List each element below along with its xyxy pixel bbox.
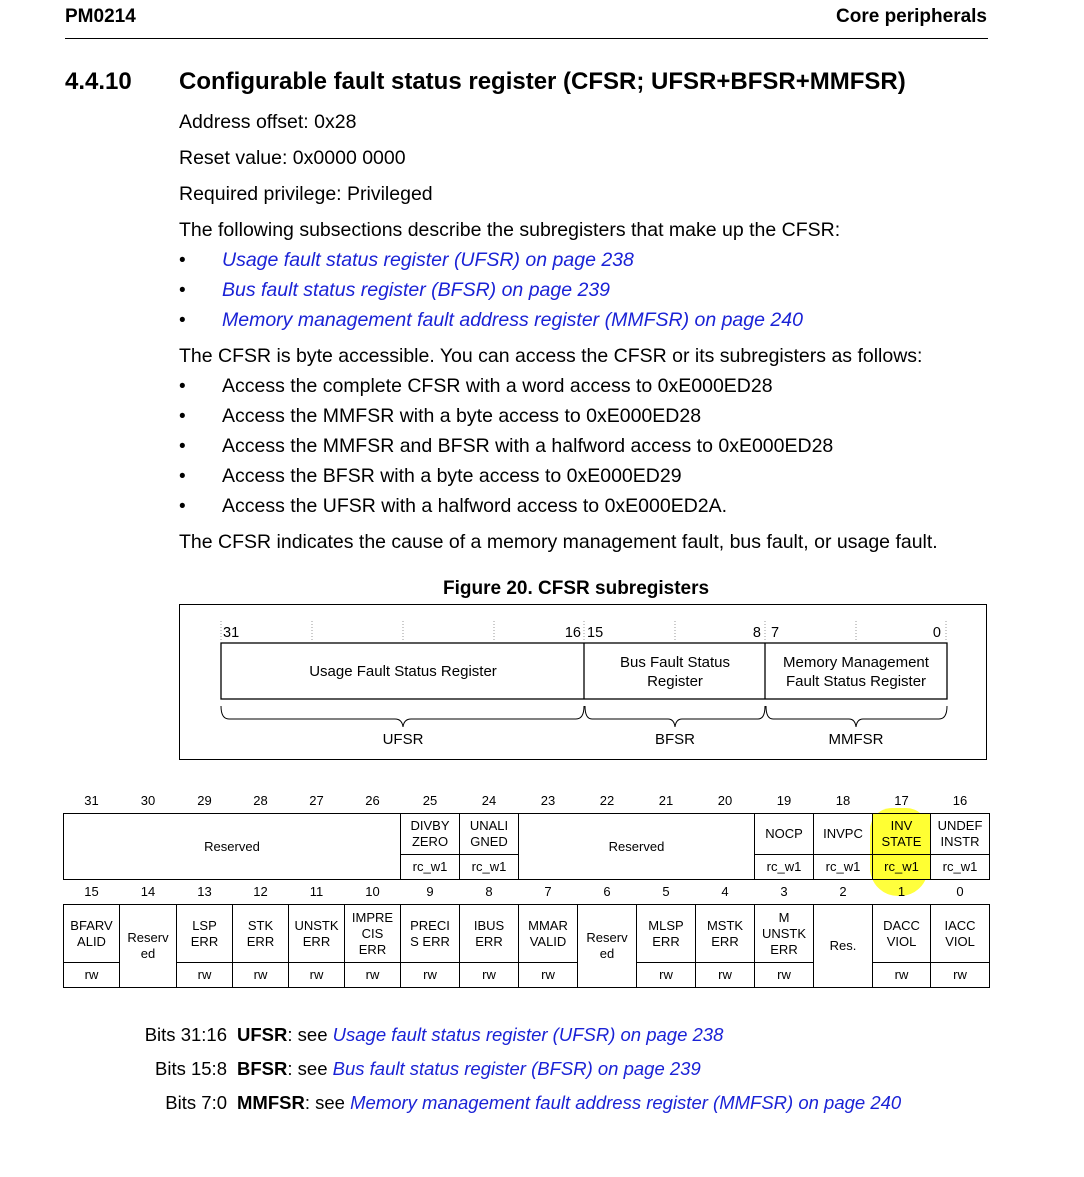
bit-number: 21 <box>658 793 674 808</box>
access-intro: The CFSR is byte accessible. You can access the CFSR or its subregisters as follows: <box>179 345 923 367</box>
bit-description-ufsr: UFSR: see Usage fault status register (UFSR) on page 238 <box>237 1024 724 1045</box>
field-impreciserr: IMPRE CIS ERR <box>345 905 401 963</box>
bit-number: 29 <box>197 793 212 808</box>
access-item: Access the MMFSR and BFSR with a halfword access to 0xE000ED28 <box>222 435 834 457</box>
mmfsr-box-label: Fault Status Register <box>785 673 927 690</box>
field-reserved-31-26: Reserved <box>64 814 401 880</box>
bit-description-mmfsr: MMFSR: see Memory management fault address register (MMFSR) on page 240 <box>237 1092 902 1113</box>
bits-range: Bits 15:8 <box>155 1058 227 1079</box>
bit-number: 13 <box>197 884 212 899</box>
required-privilege: Required privilege: Privileged <box>179 183 433 205</box>
access-type: rw <box>177 963 233 988</box>
field-invpc: INVPC <box>814 814 873 855</box>
access-type: rw <box>696 963 755 988</box>
access-type: rc_w1 <box>814 855 873 880</box>
field-unaligned: UNALI GNED <box>460 814 519 855</box>
figure-title: Figure 20. CFSR subregisters <box>443 578 710 599</box>
bit-number: 4 <box>721 884 729 899</box>
bit-description-bfsr: BFSR: see Bus fault status register (BFSR) on page 239 <box>237 1058 701 1079</box>
field-reserved-2: Res. <box>814 905 873 988</box>
field-invstate: INV STATE <box>873 814 931 855</box>
reset-value: Reset value: 0x0000 0000 <box>179 147 406 169</box>
bit-number: 1 <box>897 884 906 899</box>
figure-bit-label: 7 <box>771 625 780 641</box>
link-ufsr[interactable]: Usage fault status register (UFSR) on page 238 <box>222 249 634 271</box>
access-type: rc_w1 <box>931 855 990 880</box>
bit-number: 10 <box>365 884 380 899</box>
bullet: • <box>179 436 186 457</box>
section-number: 4.4.10 <box>65 68 132 95</box>
bullet: • <box>179 280 186 301</box>
access-type: rc_w1 <box>401 855 460 880</box>
bfsr-box-label: Register <box>647 673 703 690</box>
field-nocp: NOCP <box>755 814 814 855</box>
bit-number: 7 <box>544 884 552 899</box>
access-item: Access the MMFSR with a byte access to 0xE000ED28 <box>222 405 702 427</box>
section-title: Configurable fault status register (CFSR; UFSR+BFSR+MMFSR) <box>179 68 906 95</box>
field-mmarvalid: MMAR VALID <box>519 905 578 963</box>
access-type: rw <box>637 963 696 988</box>
address-offset: Address offset: 0x28 <box>179 111 357 133</box>
access-type: rw <box>289 963 345 988</box>
bit-number: 8 <box>485 884 493 899</box>
bit-number: 23 <box>540 793 556 808</box>
chapter-title: Core peripherals <box>836 6 987 27</box>
field-preciserr: PRECI S ERR <box>401 905 460 963</box>
bit-number: 11 <box>309 884 324 899</box>
bit-number: 25 <box>422 793 438 808</box>
access-type: rw <box>873 963 931 988</box>
access-type: rw <box>755 963 814 988</box>
field-unstkerr: UNSTK ERR <box>289 905 345 963</box>
bullet: • <box>179 406 186 427</box>
access-item: Access the BFSR with a byte access to 0xE000ED29 <box>222 465 682 487</box>
bit-number: 31 <box>84 793 99 808</box>
bit-number: 26 <box>365 793 380 808</box>
bit-number: 2 <box>839 884 847 899</box>
figure-bit-label: 15 <box>587 625 604 641</box>
figure-bit-label: 16 <box>564 625 581 641</box>
field-lsperr: LSP ERR <box>177 905 233 963</box>
bit-number: 27 <box>309 793 324 808</box>
bit-number: 19 <box>776 793 792 808</box>
access-item: Access the UFSR with a halfword access to 0xE000ED2A. <box>222 495 728 517</box>
document-id: PM0214 <box>65 6 136 27</box>
bit-number: 9 <box>426 884 434 899</box>
brace-label-bfsr: BFSR <box>654 731 696 748</box>
figure-bit-label: 31 <box>223 625 240 641</box>
link-bfsr[interactable]: Bus fault status register (BFSR) on page 239 <box>222 279 611 301</box>
field-munstkerr: M UNSTK ERR <box>755 905 814 963</box>
access-item: Access the complete CFSR with a word access to 0xE000ED28 <box>222 375 773 397</box>
mmfsr-box-label: Memory Management <box>783 654 929 671</box>
access-type: rw <box>519 963 578 988</box>
figure-bit-label: 0 <box>932 625 941 641</box>
bit-number: 28 <box>253 793 268 808</box>
link-bfsr-page[interactable]: Bus fault status register (BFSR) on page 239 <box>332 1058 701 1079</box>
field-reserved-6: Reserv ed <box>578 905 637 988</box>
access-type: rc_w1 <box>460 855 519 880</box>
bullet: • <box>179 496 186 517</box>
access-type: rc_w1 <box>873 855 931 880</box>
field-mstkerr: MSTK ERR <box>696 905 755 963</box>
bullet: • <box>179 250 186 271</box>
bit-number: 18 <box>835 793 851 808</box>
access-type: rw <box>931 963 990 988</box>
bit-number: 16 <box>952 793 968 808</box>
field-reserved-14: Reserv ed <box>120 905 177 988</box>
link-ufsr-page[interactable]: Usage fault status register (UFSR) on page 238 <box>332 1024 724 1045</box>
field-stkerr: STK ERR <box>233 905 289 963</box>
field-iaccviol: IACC VIOL <box>931 905 990 963</box>
link-mmfsr[interactable]: Memory management fault address register (MMFSR) on page 240 <box>222 309 803 331</box>
bit-number: 14 <box>140 884 156 899</box>
bullet: • <box>179 310 186 331</box>
bit-number: 15 <box>84 884 99 899</box>
figure-bit-label: 8 <box>752 625 761 641</box>
bit-number: 24 <box>481 793 497 808</box>
field-daccviol: DACC VIOL <box>873 905 931 963</box>
field-divbyzero: DIVBY ZERO <box>401 814 460 855</box>
access-type: rw <box>460 963 519 988</box>
ufsr-box-label: Usage Fault Status Register <box>309 663 497 680</box>
access-type: rc_w1 <box>755 855 814 880</box>
access-type: rw <box>233 963 289 988</box>
bit-number: 30 <box>140 793 156 808</box>
bit-number: 17 <box>894 793 909 808</box>
bfsr-box-label: Bus Fault Status <box>619 654 731 671</box>
subsections-intro: The following subsections describe the subregisters that make up the CFSR: <box>179 219 841 241</box>
bit-number: 12 <box>253 884 268 899</box>
bit-number: 5 <box>662 884 670 899</box>
field-reserved-23-20: Reserved <box>519 814 755 880</box>
bits-range: Bits 31:16 <box>144 1024 227 1045</box>
bit-number: 20 <box>717 793 733 808</box>
cfsr-bit-table <box>63 789 990 988</box>
bit-number: 6 <box>603 884 611 899</box>
bit-number: 0 <box>956 884 964 899</box>
field-ibuserr: IBUS ERR <box>460 905 519 963</box>
brace-label-ufsr: UFSR <box>382 731 424 748</box>
field-mlsperr: MLSP ERR <box>637 905 696 963</box>
bullet: • <box>179 376 186 397</box>
bit-number: 3 <box>780 884 788 899</box>
access-type: rw <box>401 963 460 988</box>
brace-label-mmfsr: MMFSR <box>828 731 884 748</box>
bits-range: Bits 7:0 <box>165 1092 227 1113</box>
access-type: rw <box>64 963 120 988</box>
cfsr-cause-text: The CFSR indicates the cause of a memory management fault, bus fault, or usage fault. <box>179 531 938 553</box>
access-type: rw <box>345 963 401 988</box>
link-mmfsr-page[interactable]: Memory management fault address register (MMFSR) on page 240 <box>350 1092 902 1113</box>
bullet: • <box>179 466 186 487</box>
field-undefinstr: UNDEF INSTR <box>931 814 990 855</box>
bit-number: 22 <box>599 793 615 808</box>
field-bfarvalid: BFARV ALID <box>64 905 120 963</box>
